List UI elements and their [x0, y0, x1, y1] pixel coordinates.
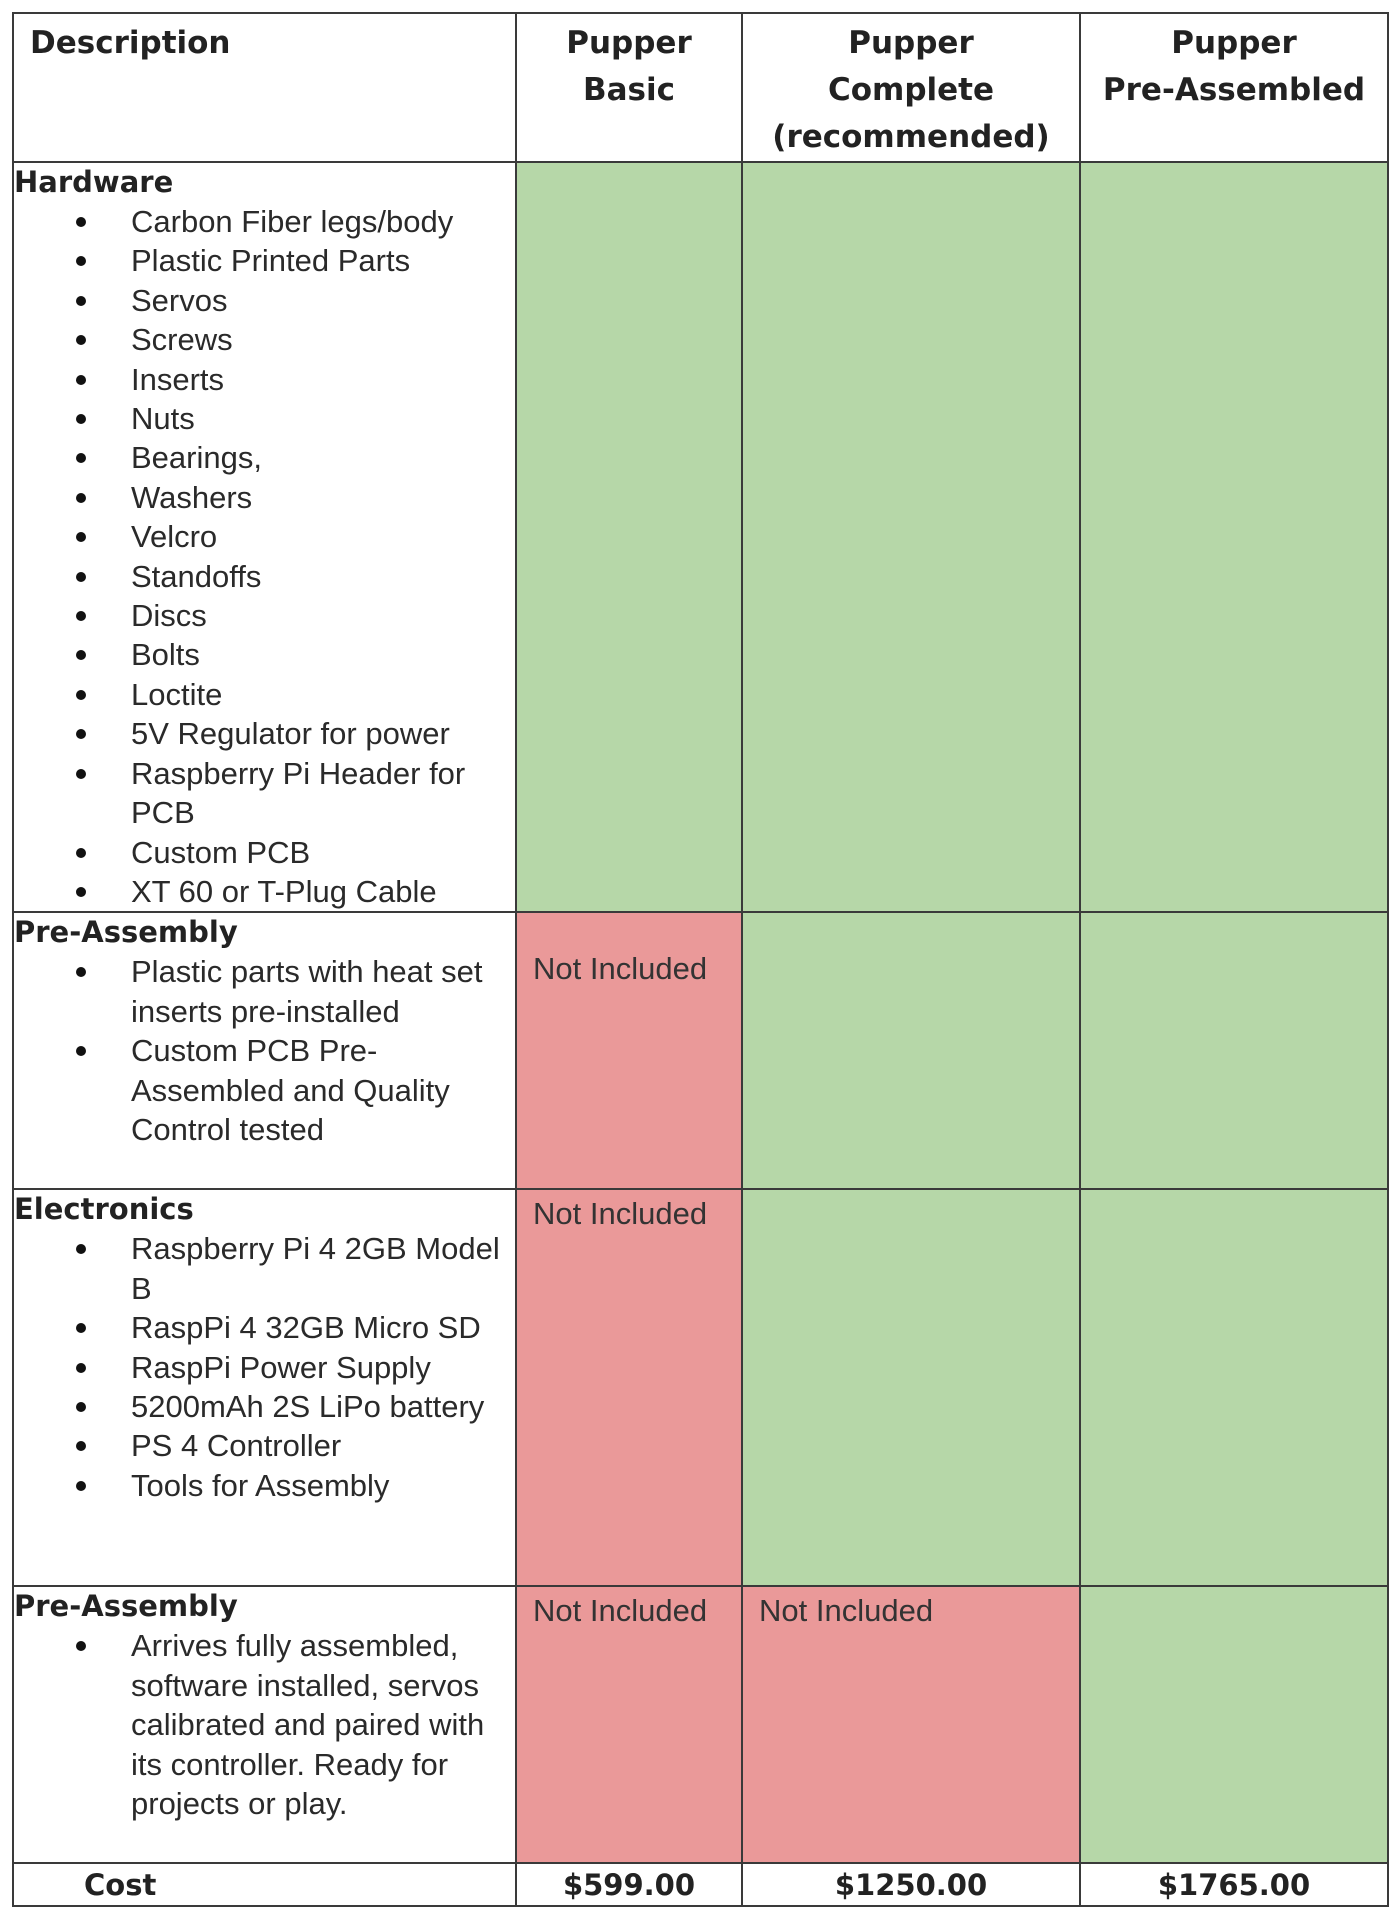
- section-title: Pre-Assembly: [14, 1589, 238, 1624]
- list-item: Screws: [14, 320, 515, 359]
- item-list: [14, 1229, 515, 1505]
- list-item: RaspPi Power Supply: [14, 1348, 515, 1387]
- cost-row: [13, 1863, 1388, 1906]
- list-item: Nuts: [14, 399, 515, 438]
- header-row: [13, 13, 1388, 162]
- list-item: 5200mAh 2S LiPo battery: [14, 1387, 515, 1426]
- not-included-label: Not Included: [533, 951, 708, 987]
- list-item: XT 60 or T-Plug Cable: [14, 872, 515, 911]
- not-included-label: Not Included: [533, 1196, 708, 1232]
- section-description: [13, 1189, 516, 1586]
- list-item: Washers: [14, 478, 515, 517]
- basic-included-cell: [516, 162, 742, 912]
- cost-label: Cost: [13, 1863, 516, 1906]
- header-basic: Pupper Basic: [516, 13, 742, 162]
- section-description: [13, 1586, 516, 1863]
- cost-preassembled: $1765.00: [1080, 1863, 1388, 1906]
- complete-not-included-cell: [742, 1586, 1080, 1863]
- list-item: Loctite: [14, 675, 515, 714]
- item-list: [14, 952, 515, 1149]
- item-list: [14, 202, 515, 911]
- preassembled-included-cell: [1080, 1586, 1388, 1863]
- list-item: Discs: [14, 596, 515, 635]
- list-item: Tools for Assembly: [14, 1466, 515, 1505]
- basic-not-included-cell: [516, 912, 742, 1189]
- list-item: Bolts: [14, 635, 515, 674]
- section-row-electronics: [13, 1189, 1388, 1586]
- list-item: RaspPi 4 32GB Micro SD: [14, 1308, 515, 1347]
- list-item: Inserts: [14, 360, 515, 399]
- list-item: Arrives fully assembled, software installed, servos calibrated and paired with its controller. Ready for projects or play.: [14, 1626, 515, 1823]
- complete-included-cell: [742, 1189, 1080, 1586]
- header-preassembled: Pupper Pre-Assembled: [1080, 13, 1388, 162]
- section-title: Electronics: [14, 1192, 194, 1227]
- section-row-pre-assembly: [13, 912, 1388, 1189]
- section-description: [13, 162, 516, 912]
- preassembled-included-cell: [1080, 1189, 1388, 1586]
- cost-complete: $1250.00: [742, 1863, 1080, 1906]
- list-item: Plastic Printed Parts: [14, 241, 515, 280]
- list-item: Servos: [14, 281, 515, 320]
- cost-basic: $599.00: [516, 1863, 742, 1906]
- complete-included-cell: [742, 912, 1080, 1189]
- section-description: [13, 912, 516, 1189]
- list-item: PS 4 Controller: [14, 1426, 515, 1465]
- not-included-label: Not Included: [533, 1593, 708, 1629]
- list-item: 5V Regulator for power: [14, 714, 515, 753]
- preassembled-included-cell: [1080, 912, 1388, 1189]
- section-title: Pre-Assembly: [14, 915, 238, 950]
- list-item: Standoffs: [14, 557, 515, 596]
- list-item: Raspberry Pi 4 2GB Model B: [14, 1229, 515, 1308]
- list-item: Raspberry Pi Header for PCB: [14, 754, 515, 833]
- comparison-table: [12, 12, 1389, 1907]
- complete-included-cell: [742, 162, 1080, 912]
- list-item: Custom PCB Pre-Assembled and Quality Control tested: [14, 1031, 515, 1149]
- list-item: Plastic parts with heat set inserts pre-installed: [14, 952, 515, 1031]
- item-list: [14, 1626, 515, 1823]
- list-item: Velcro: [14, 517, 515, 556]
- header-complete: Pupper Complete (recommended): [742, 13, 1080, 162]
- basic-not-included-cell: [516, 1586, 742, 1863]
- list-item: Carbon Fiber legs/body: [14, 202, 515, 241]
- basic-not-included-cell: [516, 1189, 742, 1586]
- preassembled-included-cell: [1080, 162, 1388, 912]
- list-item: Custom PCB: [14, 833, 515, 872]
- section-row-pre-assembly-full: [13, 1586, 1388, 1863]
- list-item: Bearings,: [14, 438, 515, 477]
- section-row-hardware: [13, 162, 1388, 912]
- section-title: Hardware: [14, 165, 174, 199]
- not-included-label: Not Included: [759, 1593, 934, 1629]
- header-description: Description: [13, 13, 516, 162]
